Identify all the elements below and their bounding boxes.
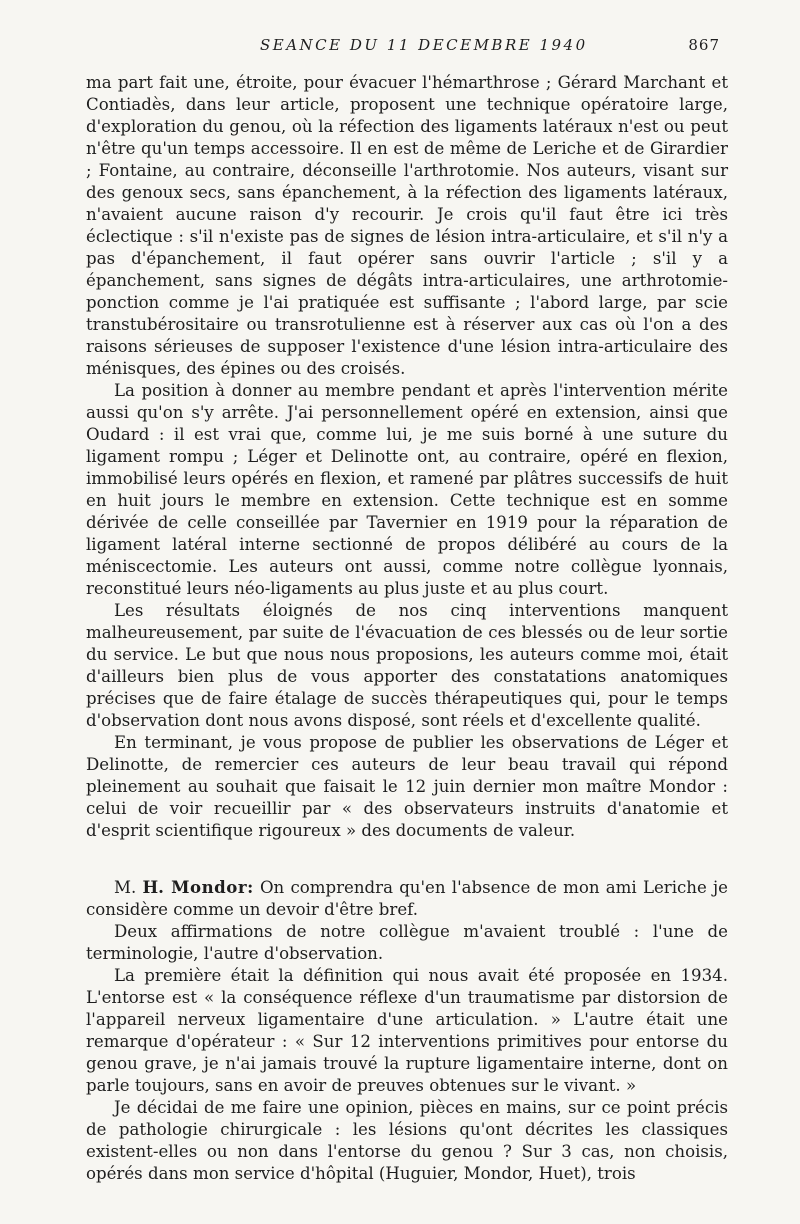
speaker-prefix: M. xyxy=(114,878,143,897)
speaker-text: On comprendra qu'en l'absence de mon ami Leriche je considère comme un devoir d'être bref. xyxy=(86,878,728,919)
speaker-initial: H. xyxy=(142,877,164,897)
body-text xyxy=(86,72,728,1185)
speaker-name: Mondor xyxy=(163,877,248,897)
speaker-paragraph xyxy=(86,876,728,921)
paragraph: Les résultats éloignés de nos cinq interventions manquent malheureusement, par suite de l'évacuation de ces blessés ou de leur sortie du service. Le but que nous nous proposions, les auteurs comme moi, était d'ailleurs bien plus de vous apporter des constatations anatomiques précises que de faire étalage de succès thérapeutiques qui, pour le temps d'observation dont nous avons disposé, sont réels et d'excellente qualité. xyxy=(86,601,728,730)
section-gap xyxy=(86,842,728,876)
running-title: SEANCE DU 11 DECEMBRE 1940 xyxy=(260,36,588,54)
paragraph: Deux affirmations de notre collègue m'avaient troublé : l'une de terminologie, l'autre d'observation. xyxy=(86,922,728,963)
page-number: 867 xyxy=(688,36,720,54)
speaker-colon: : xyxy=(247,877,254,897)
paragraph: En terminant, je vous propose de publier les observations de Léger et Delinotte, de remercier ces auteurs de leur beau travail qui répond pleinement au souhait que faisait le 12 juin dernier mon maître Mondor : celui de voir recueillir par « des observateurs instruits d'anatomie et d'esprit scientifique rigoureux » des documents de valeur. xyxy=(86,733,728,840)
paragraph: La première était la définition qui nous avait été proposée en 1934. L'entorse est « la conséquence réflexe d'un traumatisme par distorsion de l'appareil nerveux ligamentaire d'une articulation. » L'autre était une remarque d'opérateur : « Sur 12 interventions primitives pour entorse du genou grave, je n'ai jamais trouvé la rupture ligamentaire interne, dont on parle toujours, sans en avoir de preuves obtenues sur le vivant. » xyxy=(86,966,728,1095)
paragraph-continued: ma part fait une, étroite, pour évacuer l'hémarthrose ; Gérard Marchant et Contiadès, dans leur article, proposent une technique opératoire large, d'exploration du genou, où la réfection des ligaments latéraux n'est ou peut n'être qu'un temps accessoire. Il en est de même de Leriche et de Girardier ; Fontaine, au contraire, déconseille l'arthrotomie. Nos auteurs, visant sur des genoux secs, sans épanchement, à la réfection des ligaments latéraux, n'avaient aucune raison d'y recourir. Je crois qu'il faut être ici très éclectique : s'il n'existe pas de signes de lésion intra-articulaire, et s'il n'y a pas d'épanchement, il faut opérer sans ouvrir l'article ; s'il y a épanchement, sans signes de dégâts intra-articulaires, une arthrotomie-ponction comme je l'ai pratiquée est suffisante ; l'abord large, par scie transtubérositaire ou transrotulienne est à réserver aux cas où l'on a des raisons sérieuses de supposer l'existence d'une lésion intra-articulaire des ménisques, des épines ou des croisés. xyxy=(86,73,728,378)
running-header xyxy=(90,36,720,58)
paragraph: Je décidai de me faire une opinion, pièces en mains, sur ce point précis de pathologie chirurgicale : les lésions qu'ont décrites les classiques existent-elles ou non dans l'entorse du genou ? Sur 3 cas, non choisis, opérés dans mon service d'hôpital (Huguier, Mondor, Huet), trois xyxy=(86,1098,728,1183)
paragraph: La position à donner au membre pendant et après l'intervention mérite aussi qu'on s'y arrête. J'ai personnellement opéré en extension, ainsi que Oudard : il est vrai que, comme lui, je me suis borné à une suture du ligament rompu ; Léger et Delinotte ont, au contraire, opéré en flexion, immobilisé leurs opérés en flexion, et ramené par plâtres successifs de huit en huit jours le membre en extension. Cette technique est en somme dérivée de celle conseillée par Tavernier en 1919 pour la réparation de ligament latéral interne sectionné de propos délibéré au cours de la méniscectomie. Les auteurs ont aussi, comme notre collègue lyonnais, reconstitué leurs néo-ligaments au plus juste et au plus court. xyxy=(86,381,728,598)
